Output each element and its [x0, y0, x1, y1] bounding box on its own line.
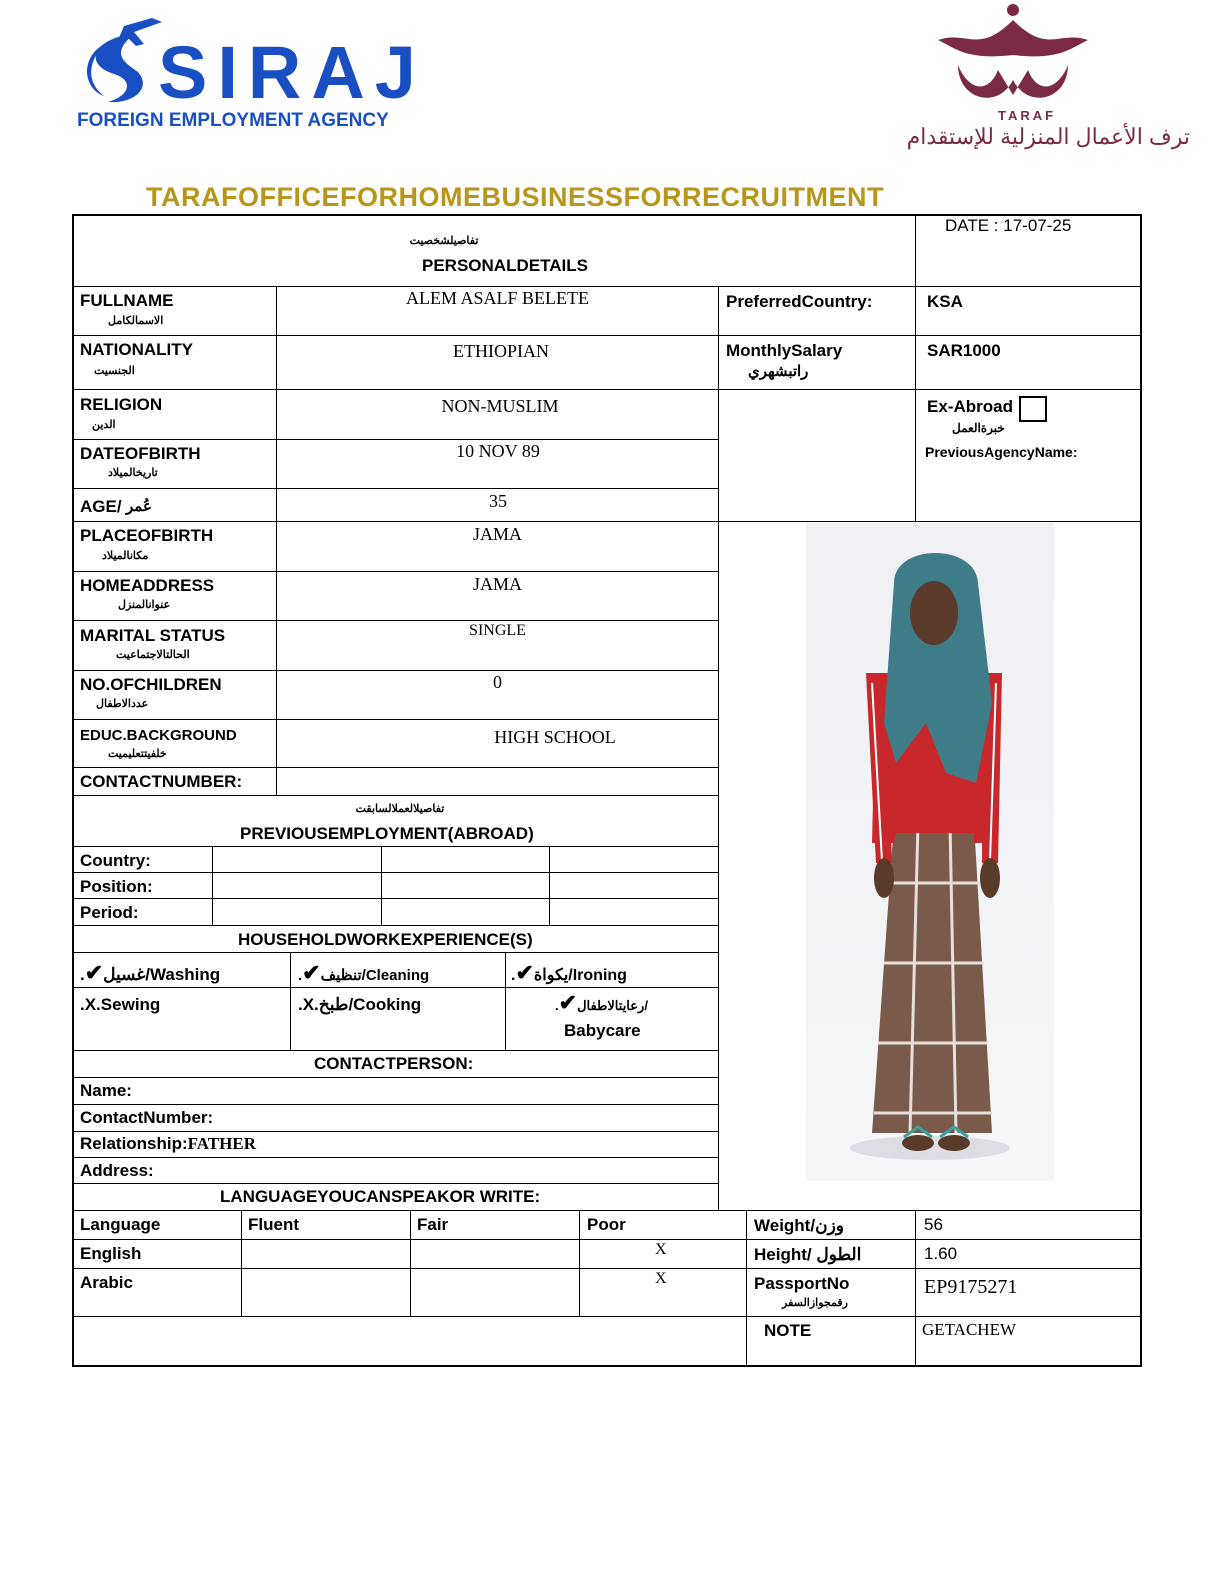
skill-cooking [298, 995, 421, 1015]
passport-label: PassportNo [754, 1274, 850, 1293]
preferred-country-value: KSA [927, 292, 963, 311]
skill-babycare-en: Babycare [564, 1021, 641, 1040]
fullname-value: ALEM ASALF BELETE [406, 288, 589, 308]
skill-sewing-text: Sewing [100, 995, 161, 1014]
lang-header-poor: Poor [587, 1215, 626, 1234]
check-icon: ✔ [302, 960, 321, 985]
skill-cooking-text: طبخ/Cooking [318, 995, 422, 1014]
skill-sewing [80, 995, 160, 1015]
relationship-field [80, 1134, 256, 1154]
page-title: TARAFOFFICEFORHOMEBUSINESSFORRECRUITMENT [146, 182, 884, 212]
pob-arabic: مكانالميلاد [102, 550, 149, 562]
lang-arabic-poor: X [655, 1270, 667, 1287]
dob-label: DATEOFBIRTH [80, 444, 201, 463]
candidate-photo [806, 523, 1054, 1181]
fullname-label: FULLNAME [80, 291, 174, 310]
dob-arabic: تاريخالميلاد [108, 467, 158, 479]
age-value: 35 [489, 491, 507, 511]
age-arabic: عُمر [126, 498, 152, 515]
nationality-value: ETHIOPIAN [453, 341, 549, 361]
skill-ironing [511, 960, 627, 986]
personal-details-heading: PERSONALDETAILS [422, 256, 588, 275]
skill-washing-prefix: . [80, 965, 85, 984]
passport-arabic: رقمجوازالسفر [782, 1297, 848, 1309]
prev-period-label: Period: [80, 903, 139, 922]
siraj-name: SIRAJ [158, 31, 426, 114]
pob-label: PLACEOFBIRTH [80, 526, 214, 545]
marital-value: SINGLE [469, 622, 526, 639]
address-arabic: عنوانالمنزل [118, 599, 171, 611]
marital-arabic: الحالتالاجتماعيت [116, 649, 190, 661]
address-value: JAMA [472, 574, 522, 594]
skill-babycare-text: رعايتالاطفال/ [577, 998, 648, 1013]
lang-header-fluent: Fluent [248, 1215, 299, 1234]
passport-value: EP9175271 [924, 1276, 1018, 1298]
check-icon: ✔ [515, 960, 534, 985]
skill-ironing-text: يكواة/Ironing [533, 967, 627, 984]
contact-number-person-label: ContactNumber: [80, 1108, 214, 1127]
weight-value: 56 [924, 1215, 943, 1234]
prev-position-label: Position: [80, 877, 153, 896]
weight-label: Weight/وزن [754, 1216, 844, 1235]
ex-abroad-arabic: خبرةالعمل [952, 421, 1005, 435]
contact-address-label: Address: [80, 1161, 154, 1180]
contact-number-label: CONTACTNUMBER: [80, 772, 243, 791]
skill-babycare [555, 990, 648, 1016]
relationship-value: FATHER [187, 1134, 256, 1153]
prev-employment-arabic: تفاصيلالعملالسابقت [355, 803, 445, 815]
nationality-arabic: الجنسيت [94, 365, 135, 377]
prev-employment-heading: PREVIOUSEMPLOYMENT(ABROAD) [240, 824, 534, 843]
children-value: 0 [493, 672, 502, 692]
taraf-logo [830, 0, 1200, 160]
contact-name-label: Name: [80, 1081, 132, 1100]
address-label: HOMEADDRESS [80, 576, 215, 595]
skill-cleaning-text: تنظيف/Cleaning [320, 967, 430, 984]
religion-value: NON-MUSLIM [441, 396, 559, 416]
contact-person-heading: CONTACTPERSON: [314, 1054, 474, 1073]
ex-abroad-label: Ex-Abroad [927, 397, 1013, 416]
note-label: NOTE [764, 1321, 812, 1340]
skill-sewing-prefix: .X. [80, 995, 101, 1014]
education-arabic: خلفيتتعليميت [108, 748, 167, 760]
skill-cleaning [298, 960, 429, 986]
education-value: HIGH SCHOOL [494, 727, 616, 747]
lang-english-poor: X [655, 1241, 667, 1258]
languages-heading: LANGUAGEYOUCANSPEAKOR WRITE: [220, 1187, 541, 1206]
relationship-label: Relationship: [80, 1134, 188, 1153]
children-arabic: عددالاطفال [96, 698, 149, 710]
skill-ironing-prefix: . [511, 967, 516, 984]
age-label: AGE/ [80, 497, 122, 516]
household-heading: HOUSEHOLDWORKEXPERIENCE(S) [238, 930, 533, 949]
crown-icon [928, 0, 1098, 120]
nationality-label: NATIONALITY [80, 340, 194, 359]
preferred-country-label: PreferredCountry: [726, 292, 873, 311]
lang-arabic: Arabic [80, 1273, 133, 1292]
siraj-tagline: FOREIGN EMPLOYMENT AGENCY [77, 110, 389, 131]
fullname-arabic: الاسمالكامل [108, 315, 164, 327]
skill-washing [80, 960, 220, 986]
personal-details-arabic: تفاصيلشخصيت [409, 235, 479, 247]
previous-agency-label: PreviousAgencyName: [925, 444, 1078, 460]
siraj-logo [74, 4, 426, 134]
monthly-salary-value: SAR1000 [927, 341, 1001, 360]
siraj-emblem-icon [74, 4, 166, 114]
lang-header-language: Language [80, 1215, 161, 1234]
skill-cleaning-prefix: . [298, 967, 303, 984]
marital-label: MARITAL STATUS [80, 626, 226, 645]
candidate-portrait-image [806, 523, 1054, 1181]
lang-header-fair: Fair [417, 1215, 449, 1234]
check-icon: ✔ [558, 990, 578, 1015]
skill-washing-text: غسيل/Washing [103, 965, 221, 984]
religion-arabic: الدين [92, 419, 116, 431]
monthly-salary-arabic: راتبشهري [748, 363, 809, 380]
height-value: 1.60 [924, 1244, 958, 1263]
monthly-salary-label: MonthlySalary [726, 341, 843, 360]
religion-label: RELIGION [80, 395, 163, 414]
check-icon: ✔ [84, 960, 104, 985]
skill-cooking-prefix: .X. [298, 995, 319, 1014]
pob-value: JAMA [472, 524, 522, 544]
dob-value: 10 NOV 89 [456, 441, 540, 461]
skill-babycare-prefix: . [555, 998, 559, 1013]
education-label: EDUC.BACKGROUND [80, 727, 237, 744]
taraf-arabic-name: ترف الأعمال المنزلية للإستقدام [906, 124, 1190, 149]
taraf-logo-text: TARAF [998, 108, 1057, 123]
form-date: DATE : 17-07-25 [945, 216, 1072, 235]
note-value: GETACHEW [922, 1320, 1017, 1339]
prev-country-label: Country: [80, 851, 151, 870]
ex-abroad-checkbox[interactable] [1019, 396, 1047, 422]
height-label: Height/ الطول [754, 1245, 862, 1264]
children-label: NO.OFCHILDREN [80, 675, 222, 694]
lang-english: English [80, 1244, 142, 1263]
